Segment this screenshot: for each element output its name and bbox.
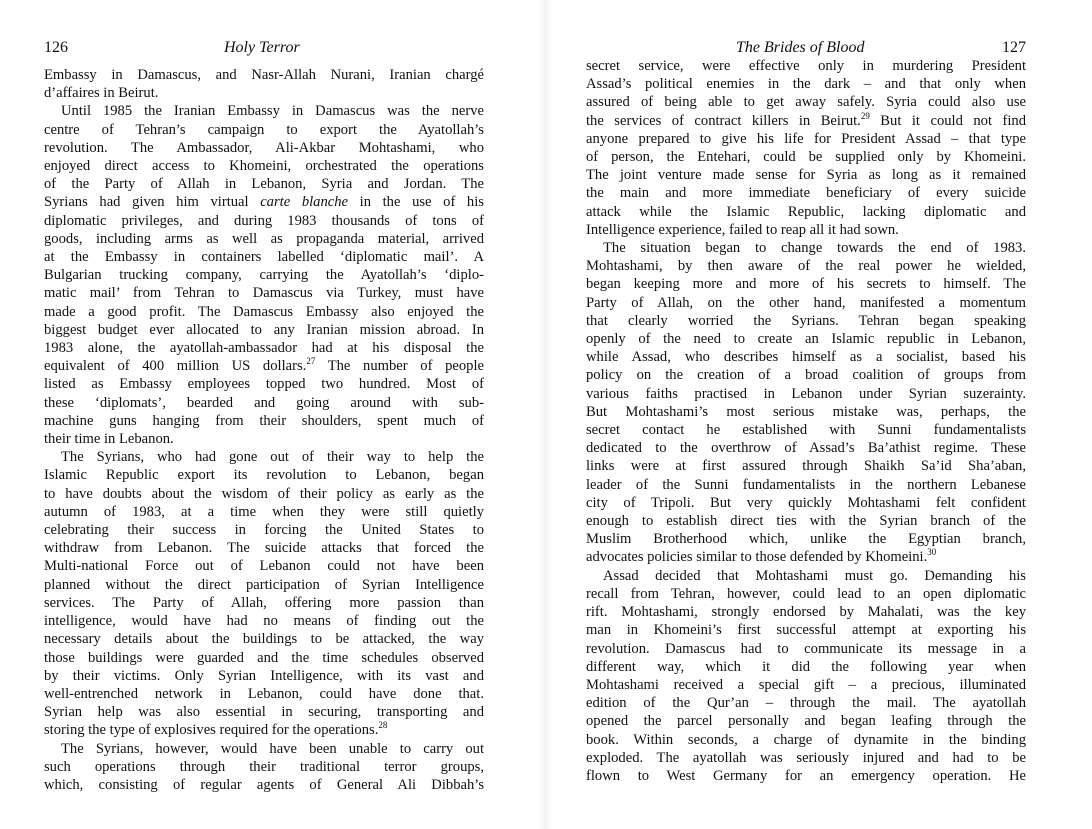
text-line: to have doubts about the wisdom of their policy as early as the [44,485,484,502]
text-run: in the use of his [348,194,484,211]
text-line: assured of being able to get away safely. Syria could also use [586,94,1026,111]
text-line: Assad decided that Mohtashami must go. Demanding his [603,567,1026,584]
text-line: celebrating their success in forcing the United States to [44,522,484,539]
running-head: Holy Terror [224,39,300,56]
footnote-ref: 27 [306,356,316,367]
text-line: while Assad, who describes himself as a socialist, based his [586,349,1026,366]
text-line: The Syrians, however, would have been unable to carry out [61,740,484,757]
text-line: flown to West Germany for an emergency operation. He [586,767,1026,784]
text-line: Bulgarian trucking company, carrying the Ayatollah’s ‘diplo- [44,267,484,284]
text-line: Islamic Republic export its revolution to Lebanon, began [44,467,484,484]
text-line: dedicated to the overthrow of Assad’s Ba’athist regime. These [586,440,1026,457]
text-line: Party of Allah, on the other hand, manifested a momentum [586,294,1026,311]
text-line: these ‘diplomats’, bearded and going around with sub- [44,394,484,411]
text-line: began keeping more and more of his secrets to himself. The [586,276,1026,293]
right-page-body [586,57,1026,785]
text-run: storing the type of explosives required for the operations. [44,722,379,739]
text-line: d’affaires in Beirut. [44,85,159,102]
text-line: machine guns hanging from their shoulders, spent much of [44,412,484,429]
text-line: goods, including arms as well as propaganda material, arrived [44,230,484,247]
text-line: well-entrenched network in Lebanon, could have done that. [44,685,484,702]
text-line: book. Within seconds, a charge of dynamite in the binding [586,731,1026,748]
text-run: advocates policies similar to those defended by Khomeini. [586,549,928,566]
text-line: policy on the creation of a broad coalition of groups from [586,367,1026,384]
paragraph [44,448,484,739]
text-line: centre of Tehran’s campaign to export the Ayatollah’s [44,121,484,138]
text-run: equivalent of 400 million US dollars. [44,358,307,375]
left-page-header [44,38,484,58]
text-line: their time in Lebanon. [44,431,174,448]
text-line [44,357,484,375]
footnote-ref: 28 [378,720,388,731]
paragraph [44,66,484,102]
text-line: biggest budget ever allocated to any Iranian mission abroad. In [44,321,484,338]
text-line: leader of the Sunni fundamentalists in the northern Lebanese [586,476,1026,493]
paragraph [586,567,1026,785]
text-line: opened the parcel personally and began leafing through the [586,713,1026,730]
text-line [44,193,484,211]
text-line: necessary details about the buildings to be attacked, the way [44,631,484,648]
text-line: attack while the Islamic Republic, lacking diplomatic and [586,203,1026,220]
text-line: different way, which it did the following year when [586,658,1026,675]
text-line: Syrian help was also essential in securing, transporting and [44,704,484,721]
text-line: Mohtashami, by then aware of the real power he wielded, [586,258,1026,275]
text-line: of person, the Entehari, could be supplied only by Khomeini. [586,149,1026,166]
text-line: The situation began to change towards the end of 1983. [603,240,1026,257]
text-line: 1983 alone, the ayatollah-ambassador had at his disposal the [44,340,484,357]
text-line: that clearly worried the Syrians. Tehran began speaking [586,312,1026,329]
text-line: enough to establish direct ties with the Syrian branch of the [586,513,1026,530]
paragraph [586,57,1026,239]
text-line: edition of the Qur’an – through the mail. The ayatollah [586,695,1026,712]
text-line: Until 1985 the Iranian Embassy in Damascus was the nerve [61,103,484,120]
text-line: man in Khomeini’s first successful attempt at exporting his [586,622,1026,639]
text-line: intelligence, would have had no means of finding out the [44,613,484,630]
text-run: Syrians had given him virtual [44,194,261,211]
text-run: But it could not find [869,112,1026,129]
text-line: The Syrians, who had gone out of their way to help the [61,449,484,466]
right-page [586,0,1026,829]
book-spine-shadow [538,0,552,829]
text-line: the main and more immediate beneficiary of every suicide [586,185,1026,202]
text-line: services. The Party of Allah, offering more passion than [44,594,484,611]
text-line: autumn of 1983, at a time when they were still quietly [44,503,484,520]
text-line: made a good profit. The Damascus Embassy also enjoyed the [44,303,484,320]
text-line [586,548,1026,566]
text-line: those buildings were guarded and the time schedules observed [44,649,484,666]
running-head: The Brides of Blood [736,39,865,56]
text-line: diplomatic privileges, and during 1983 thousands of tons of [44,212,484,229]
text-line: Muslim Brotherhood which, unlike the Egyptian branch, [586,531,1026,548]
text-line: Intelligence experience, failed to reap all it had sown. [586,221,899,238]
text-line: secret contact he established with Sunni fundamentalists [586,422,1026,439]
text-line: matic mail’ from Tehran to Damascus via Turkey, must have [44,285,484,302]
text-line: listed as Embassy employees topped two hundred. Most of [44,376,484,393]
text-line: enjoyed direct access to Khomeini, orchestrated the operations [44,158,484,175]
text-line: withdraw from Lebanon. The suicide attacks that forced the [44,540,484,557]
text-line: at the Embassy in containers labelled ‘diplomatic mail’. A [44,249,484,266]
italic-phrase: carte blanche [260,194,349,211]
text-line: of the Party of Allah in Lebanon, Syria and Jordan. The [44,176,484,193]
text-line: revolution. Damascus had to communicate its message in a [586,640,1026,657]
paragraph [586,239,1026,567]
left-page-body [44,66,484,794]
text-line: But Mohtashami’s most serious mistake was, perhaps, the [586,403,1026,420]
text-line: links were at first assured through Shaikh Sa’id Sha’aban, [586,458,1026,475]
text-line [44,721,484,739]
text-line: such operations through their traditional terror groups, [44,758,484,775]
text-line: exploded. The ayatollah was seriously injured and had to be [586,749,1026,766]
text-line: Mohtashami received a special gift – a precious, illuminated [586,676,1026,693]
text-line: city of Tripoli. But very quickly Mohtashami felt confident [586,494,1026,511]
text-line: Assad’s political enemies in the dark – and that only when [586,76,1026,93]
text-line: various faiths practised in Lebanon under Syrian suzerainty. [586,385,1026,402]
text-run: The number of people [315,358,485,375]
text-line: planned without the direct participation of Syrian Intelligence [44,576,484,593]
text-line: rift. Mohtashami, strongly endorsed by Mahalati, was the key [586,604,1026,621]
text-line: anyone prepared to give his life for President Assad – that type [586,130,1026,147]
text-line: openly of the need to create an Islamic republic in Lebanon, [586,331,1026,348]
text-line: secret service, were effective only in murdering President [586,58,1026,74]
page-number: 127 [1002,39,1026,56]
paragraph [44,102,484,448]
text-line [586,112,1026,130]
text-line: Multi-national Force out of Lebanon could not have been [44,558,484,575]
text-line: Embassy in Damascus, and Nasr-Allah Nurani, Iranian chargé [44,67,484,83]
footnote-ref: 30 [927,547,937,558]
text-line: which, consisting of regular agents of General Ali Dibbah’s [44,776,484,793]
paragraph [44,740,484,795]
text-line: revolution. The Ambassador, Ali-Akbar Mohtashami, who [44,139,484,156]
right-page-header [586,38,1026,58]
footnote-ref: 29 [860,110,870,121]
text-line: The joint venture made sense for Syria as long as it remained [586,167,1026,184]
page-number: 126 [44,39,68,56]
text-line: by their victims. Only Syrian Intelligence, with its vast and [44,667,484,684]
text-run: the services of contract killers in Beirut. [586,112,861,129]
text-line: recall from Tehran, however, could lead to an open diplomatic [586,585,1026,602]
left-page [44,0,484,829]
